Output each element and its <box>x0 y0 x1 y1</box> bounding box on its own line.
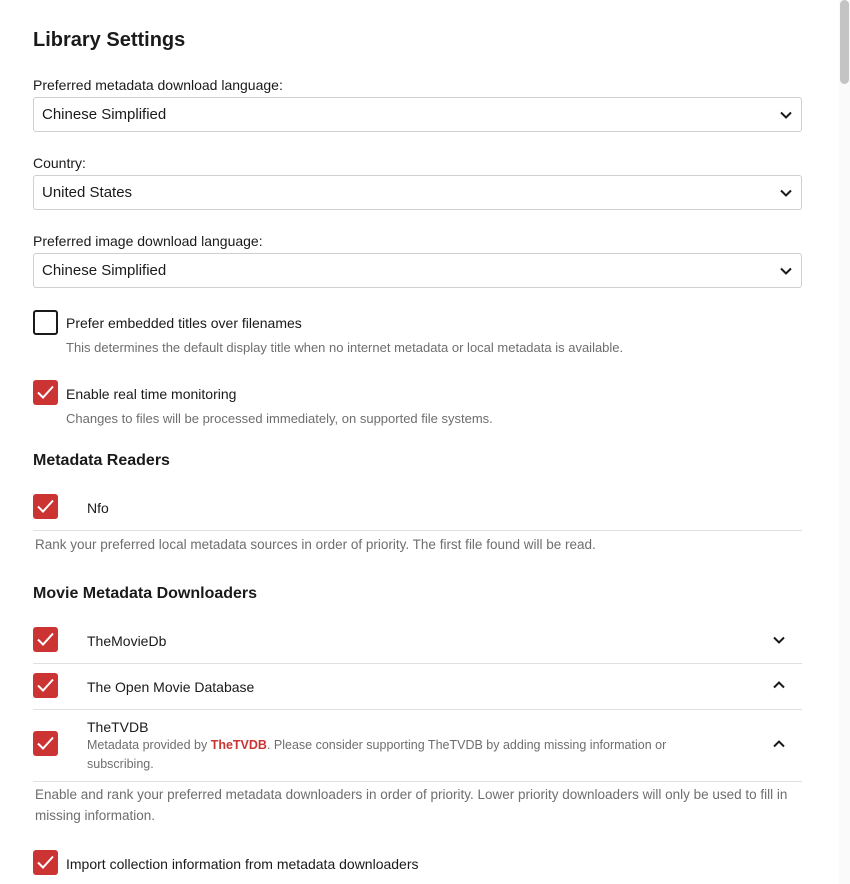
divider <box>33 663 802 664</box>
checkmark-icon <box>36 677 55 694</box>
country-select[interactable] <box>33 175 802 210</box>
image-language-select[interactable] <box>33 253 802 288</box>
chevron-up-icon[interactable] <box>772 678 786 692</box>
metadata-language-value: Chinese Simplified <box>42 106 167 123</box>
page-title: Library Settings <box>33 29 186 51</box>
real-time-monitoring-label: Enable real time monitoring <box>66 386 237 402</box>
chevron-down-icon <box>779 186 793 200</box>
chevron-down-icon <box>779 264 793 278</box>
image-language-value: Chinese Simplified <box>42 262 167 279</box>
nfo-label: Nfo <box>87 500 109 516</box>
thetvdb-attribution <box>87 736 727 774</box>
divider <box>33 781 802 782</box>
thetvdb-attribution-prefix: Metadata provided by <box>87 738 211 752</box>
checkmark-icon <box>36 854 55 871</box>
prefer-embedded-titles-checkbox[interactable] <box>33 310 58 335</box>
metadata-language-select[interactable] <box>33 97 802 132</box>
scrollbar[interactable] <box>839 0 850 884</box>
themoviedb-label: TheMovieDb <box>87 633 167 649</box>
thetvdb-link[interactable]: TheTVDB <box>210 738 267 752</box>
country-label: Country: <box>33 155 86 171</box>
thetvdb-label: TheTVDB <box>87 719 149 735</box>
metadata-language-label: Preferred metadata download language: <box>33 77 283 93</box>
divider <box>33 530 802 531</box>
import-collection-checkbox[interactable] <box>33 850 58 875</box>
metadata-readers-heading: Metadata Readers <box>33 452 170 469</box>
import-collection-label: Import collection information from metadata downloaders <box>66 856 419 872</box>
real-time-monitoring-checkbox[interactable] <box>33 380 58 405</box>
chevron-up-icon[interactable] <box>772 737 786 751</box>
prefer-embedded-titles-label: Prefer embedded titles over filenames <box>66 315 302 331</box>
divider <box>33 709 802 710</box>
checkmark-icon <box>36 384 55 401</box>
metadata-readers-help: Rank your preferred local metadata sources in order of priority. The first file found will be read. <box>35 537 596 552</box>
thetvdb-checkbox[interactable] <box>33 731 58 756</box>
open-movie-database-checkbox[interactable] <box>33 673 58 698</box>
checkmark-icon <box>36 631 55 648</box>
nfo-checkbox[interactable] <box>33 494 58 519</box>
themoviedb-checkbox[interactable] <box>33 627 58 652</box>
real-time-monitoring-description: Changes to files will be processed immediately, on supported file systems. <box>66 411 493 426</box>
country-value: United States <box>42 184 133 201</box>
open-movie-database-label: The Open Movie Database <box>87 679 255 695</box>
chevron-down-icon <box>779 108 793 122</box>
image-language-label: Preferred image download language: <box>33 233 263 249</box>
prefer-embedded-titles-description: This determines the default display title when no internet metadata or local metadata is available. <box>66 340 624 355</box>
chevron-down-icon[interactable] <box>772 633 786 647</box>
thetvdb-attribution-suffix: . Please consider supporting TheTVDB by adding missing information or subscribing. <box>87 738 667 771</box>
checkmark-icon <box>36 735 55 752</box>
movie-downloaders-heading: Movie Metadata Downloaders <box>33 585 258 602</box>
scrollbar-thumb[interactable] <box>840 0 849 84</box>
checkmark-icon <box>36 498 55 515</box>
movie-downloaders-help: Enable and rank your preferred metadata downloaders in order of priority. Lower priority downloaders will only be used to fill in missing information. <box>35 787 788 823</box>
